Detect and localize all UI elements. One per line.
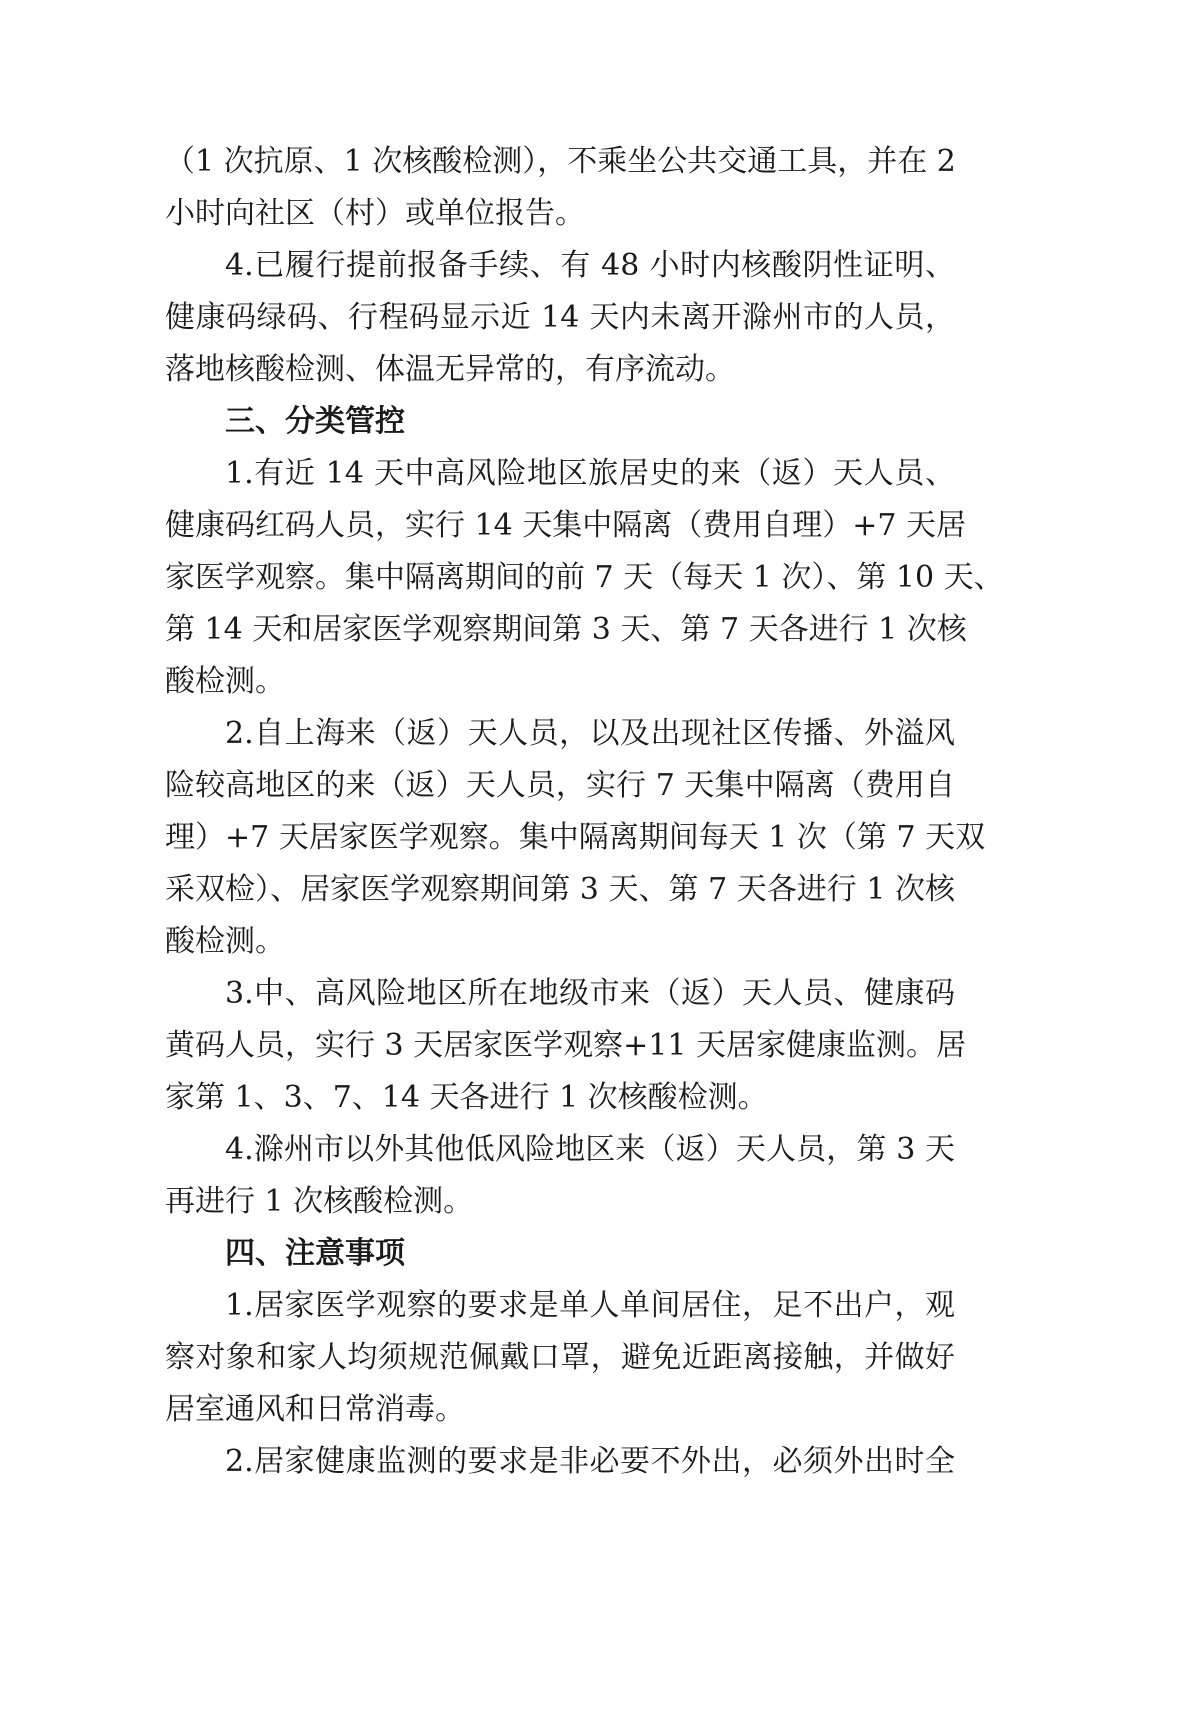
text-line: 健康码绿码、行程码显示近 14 天内未离开滁州市的人员，	[165, 300, 955, 335]
text-line: 2.自上海来（返）天人员，以及出现社区传播、外溢风	[225, 716, 955, 751]
text-line: 黄码人员，实行 3 天居家医学观察+11 天居家健康监测。居	[165, 1028, 967, 1063]
text-line: （1 次抗原、1 次核酸检测），不乘坐公共交通工具，并在 2	[165, 144, 956, 179]
text-line: 小时向社区（村）或单位报告。	[165, 196, 585, 231]
text-line: 理）+7 天居家医学观察。集中隔离期间每天 1 次（第 7 天双	[165, 820, 986, 855]
text-line: 察对象和家人均须规范佩戴口罩，避免近距离接触，并做好	[165, 1340, 955, 1375]
text-line: 酸检测。	[165, 664, 285, 699]
text-line: 1.有近 14 天中高风险地区旅居史的来（返）天人员、	[225, 456, 955, 491]
text-line: 3.中、高风险地区所在地级市来（返）天人员、健康码	[225, 976, 955, 1011]
text-line: 落地核酸检测、体温无异常的，有序流动。	[165, 352, 735, 387]
text-line: 1.居家医学观察的要求是单人单间居住，足不出户，观	[225, 1288, 955, 1323]
text-line: 2.居家健康监测的要求是非必要不外出，必须外出时全	[225, 1444, 955, 1479]
text-line: 再进行 1 次核酸检测。	[165, 1184, 474, 1219]
text-line: 家第 1、3、7、14 天各进行 1 次核酸检测。	[165, 1080, 768, 1115]
text-line: 酸检测。	[165, 924, 285, 959]
section-heading: 三、分类管控	[225, 404, 405, 439]
text-line: 4.滁州市以外其他低风险地区来（返）天人员，第 3 天	[225, 1132, 955, 1167]
text-line: 险较高地区的来（返）天人员，实行 7 天集中隔离（费用自	[165, 768, 955, 803]
text-line: 采双检）、居家医学观察期间第 3 天、第 7 天各进行 1 次核	[165, 872, 955, 907]
section-heading: 四、注意事项	[225, 1236, 405, 1271]
text-line: 第 14 天和居家医学观察期间第 3 天、第 7 天各进行 1 次核	[165, 612, 967, 647]
text-line: 居室通风和日常消毒。	[165, 1392, 465, 1427]
text-line: 家医学观察。集中隔离期间的前 7 天（每天 1 次）、第 10 天、	[165, 560, 1004, 595]
text-line: 健康码红码人员，实行 14 天集中隔离（费用自理）+7 天居	[165, 508, 967, 543]
document-page	[165, 136, 1004, 1488]
text-line: 4.已履行提前报备手续、有 48 小时内核酸阴性证明、	[225, 248, 955, 283]
